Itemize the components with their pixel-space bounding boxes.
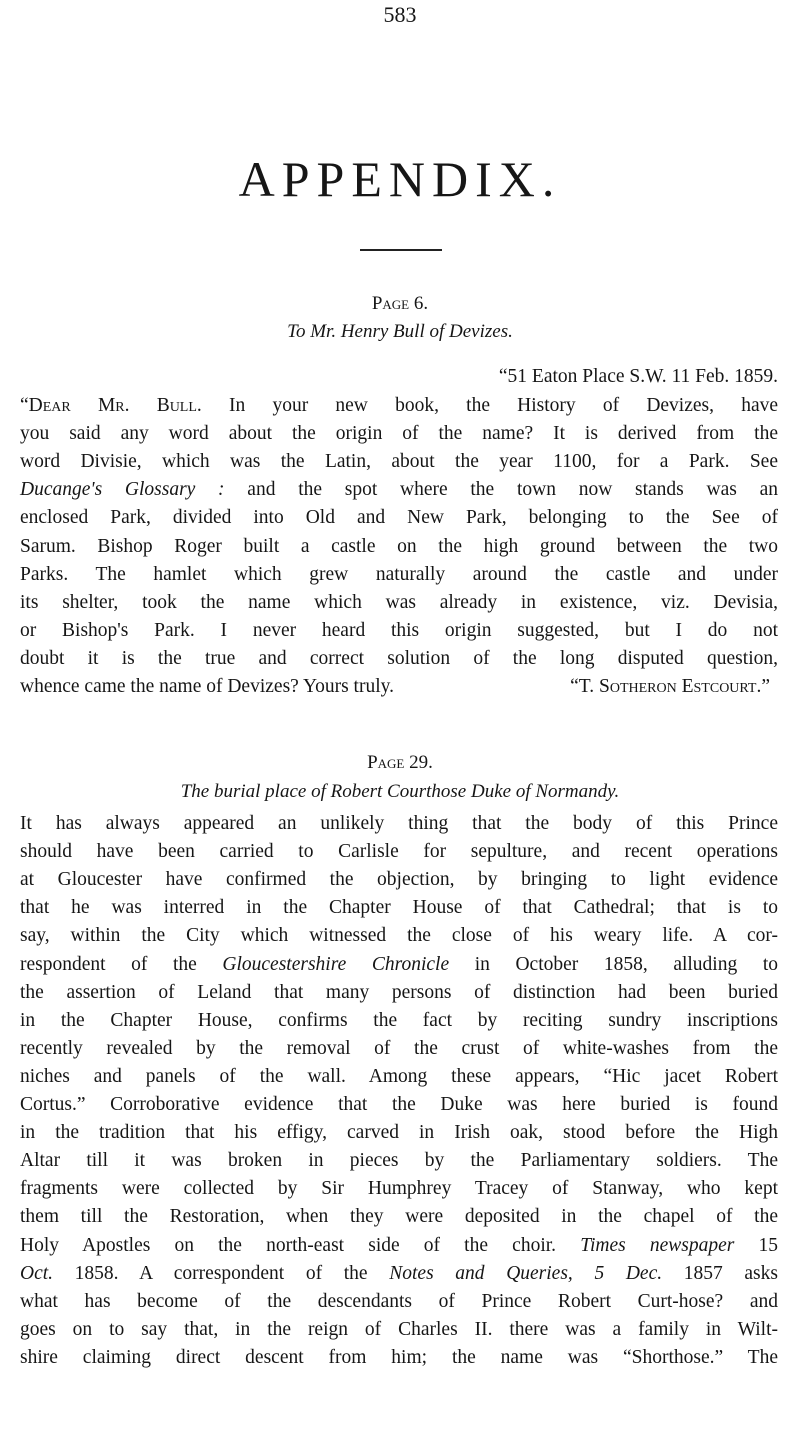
text-segment: say, within the City which witnessed the close of his weary life. A cor- xyxy=(20,925,778,947)
text-line xyxy=(20,1344,778,1372)
text-segment: niches and panels of the wall. Among these appears, “Hic jacet Robert xyxy=(20,1065,778,1087)
text-segment: whence came the name of Devizes? Yours truly. xyxy=(20,676,394,697)
text-segment: the assertion of Leland that many persons of distinction had been buried xyxy=(20,981,778,1003)
text-line xyxy=(20,1288,778,1316)
text-segment: in October 1858, alluding to xyxy=(449,953,778,975)
text-line xyxy=(20,476,778,504)
text-segment: Holy Apostles on the north-east side of the choir. xyxy=(20,1234,581,1256)
text-line xyxy=(20,951,778,979)
text-segment: fragments were collected by Sir Humphrey Tracey of Stanway, who kept xyxy=(20,1178,778,1200)
text-segment: you said any word about the origin of the name? It is derived from the xyxy=(20,423,778,445)
italic-text: Gloucestershire Chronicle xyxy=(222,953,450,975)
text-line xyxy=(20,1147,778,1175)
italic-text: Ducange's Glossary : xyxy=(20,479,225,501)
text-segment: shire claiming direct descent from him; the name was “Shorthose.” The xyxy=(20,1346,778,1368)
text-line xyxy=(20,866,778,894)
text-line xyxy=(20,420,778,448)
text-segment: in the Chapter House, confirms the fact by reciting sundry inscriptions xyxy=(20,1009,778,1031)
text-segment: what has become of the descendants of Prince Robert Curt-hose? and xyxy=(20,1290,778,1312)
letter-signature: “T. Sotheron Estcourt.” xyxy=(570,676,770,697)
text-segment: In your new book, the History of Devizes, have xyxy=(201,395,779,416)
text-line xyxy=(20,617,778,645)
text-segment: respondent of the xyxy=(20,953,223,975)
text-segment: doubt it is the true and correct solution of the long disputed question, xyxy=(20,647,778,669)
text-line xyxy=(20,922,778,950)
section-heading-page-6: Page 6. xyxy=(371,293,429,314)
text-line xyxy=(20,589,778,617)
text-segment: recently revealed by the removal of the crust of white-washes from the xyxy=(20,1037,778,1059)
page-number: 583 xyxy=(383,2,417,27)
text-segment: in the tradition that his effigy, carved in Irish oak, stood before the High xyxy=(20,1122,778,1144)
text-segment: its shelter, took the name which was already in existence, viz. Devisia, xyxy=(20,591,778,613)
text-segment: at Gloucester have confirmed the objection, by bringing to light evidence xyxy=(20,869,778,891)
text-line xyxy=(20,1232,778,1260)
text-line xyxy=(20,1119,778,1147)
text-line xyxy=(20,448,778,476)
small-caps-text: “Dear Mr. Bull. xyxy=(20,395,202,416)
text-segment: enclosed Park, divided into Old and New Park, belonging to the See of xyxy=(20,507,778,529)
text-line xyxy=(20,1203,778,1231)
text-line xyxy=(20,1175,778,1203)
text-line xyxy=(20,561,778,589)
text-line xyxy=(20,1260,778,1288)
text-segment: and the spot where the town now stands was an xyxy=(224,479,778,501)
section-subtitle-page-6: To Mr. Henry Bull of Devizes. xyxy=(287,321,513,342)
text-segment: Sarum. Bishop Roger built a castle on the high ground between the two xyxy=(20,535,778,557)
italic-text: Oct. xyxy=(20,1262,54,1284)
text-segment: 1858. A correspondent of the xyxy=(53,1262,390,1284)
section-heading-page-29: Page 29. xyxy=(367,752,433,773)
text-segment: Cortus.” Corroborative evidence that the Duke was here buried is found xyxy=(20,1094,778,1115)
text-line xyxy=(20,1035,778,1063)
italic-text: Notes and Queries, 5 Dec. xyxy=(389,1262,663,1284)
text-line xyxy=(20,1063,778,1091)
italic-text: Times newspaper xyxy=(580,1234,735,1256)
text-segment: Parks. The hamlet which grew naturally around the castle and under xyxy=(20,563,778,585)
text-segment: 15 xyxy=(734,1234,779,1256)
text-line xyxy=(20,533,778,561)
text-segment: goes on to say that, in the reign of Charles II. there was a family in Wilt- xyxy=(20,1318,778,1340)
title-divider xyxy=(360,249,442,251)
section-subtitle-page-29: The burial place of Robert Courthose Duke of Normandy. xyxy=(180,781,620,802)
page-title: APPENDIX. xyxy=(238,151,562,207)
text-line xyxy=(20,979,778,1007)
text-line xyxy=(20,810,778,838)
text-segment: that he was interred in the Chapter House of that Cathedral; that is to xyxy=(20,897,778,919)
text-segment: word Divisie, which was the Latin, about the year 1100, for a Park. See xyxy=(20,451,778,473)
text-segment: Altar till it was broken in pieces by the Parliamentary soldiers. The xyxy=(20,1150,778,1172)
text-line xyxy=(20,392,778,420)
text-line xyxy=(20,1091,778,1119)
text-segment: 1857 asks xyxy=(662,1262,778,1284)
letter-dateline: “51 Eaton Place S.W. 11 Feb. 1859. xyxy=(498,366,778,387)
text-segment: should have been carried to Carlisle for sepulture, and recent operations xyxy=(20,841,778,863)
text-segment: It has always appeared an unlikely thing that the body of this Prince xyxy=(20,813,778,834)
text-line xyxy=(20,1007,778,1035)
text-line xyxy=(20,894,778,922)
text-line xyxy=(20,645,778,673)
text-segment: or Bishop's Park. I never heard this origin suggested, but I do not xyxy=(20,619,778,641)
text-segment: them till the Restoration, when they were deposited in the chapel of the xyxy=(20,1206,778,1228)
text-line xyxy=(20,1316,778,1344)
text-line xyxy=(20,504,778,532)
text-line xyxy=(20,838,778,866)
